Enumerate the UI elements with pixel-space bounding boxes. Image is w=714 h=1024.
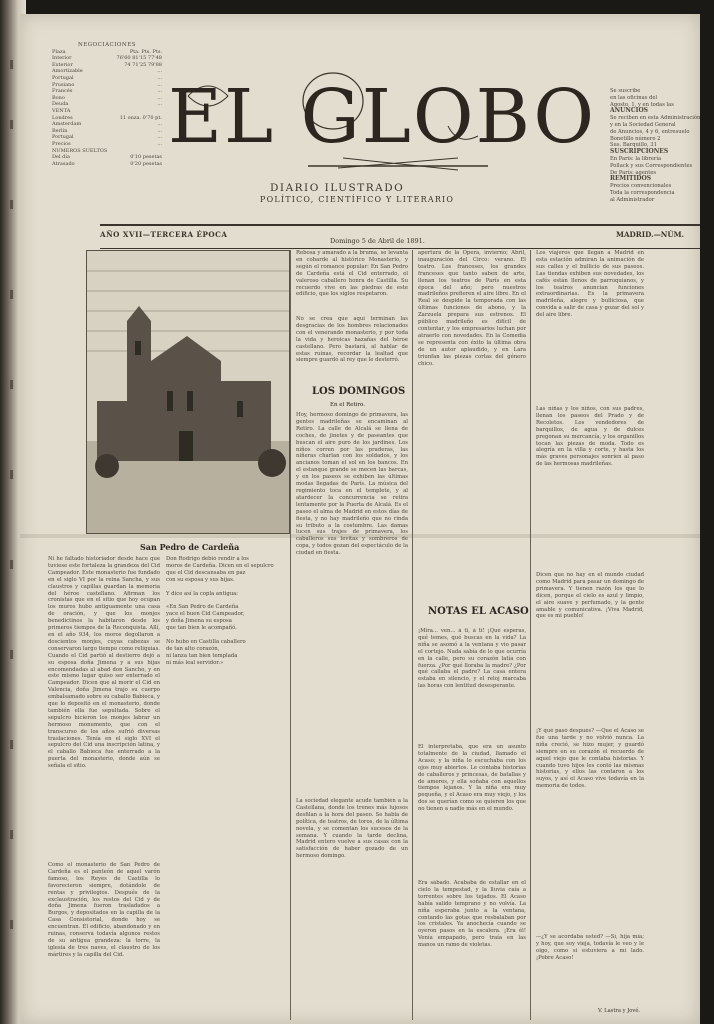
article-text: ¡Y qué pasó después? —Que el Acaso se fue una tarde y no volvió nunca. La niña creció, se hizo mujer, y guardó siempre en su corazón el recuerdo de aquel viejo que le contaba historias. Y cuando tuvo hijos les contó las mismas historias, y ellos las contaron a los suyos, y así el Acaso vive todavía en la memoria de todos. [536, 728, 644, 790]
quotes-table [52, 42, 162, 167]
subscription-line: En Paris: la librería [610, 155, 662, 162]
author-signature: V. Lastra y Jové. [598, 1008, 641, 1014]
quotes-label: Prusiano [52, 81, 75, 88]
quotes-row [52, 68, 162, 75]
quotes-value: 11 onza. 0'70 pt. [119, 114, 162, 121]
quotes-value: ... [157, 81, 162, 88]
quotes-label: Atrasado [52, 160, 75, 167]
quotes-label: Plaza [52, 48, 66, 55]
subscription-line: Pollack y sus Correspondientes [610, 162, 693, 169]
quotes-row [52, 161, 162, 168]
quotes-row [52, 49, 162, 56]
masthead-subtitle-2: POLÍTICO, CIENTÍFICO Y LITERARIO [260, 195, 455, 204]
article-text: Dicen que no hay en el mundo ciudad como Madrid para pasar un domingo de primavera. Y tienen razón los que lo dicen, porque el cielo es azul y limpio, el aire suave y perfumado, y la gente amable y comunicativa. ¡Viva Madrid, que es mi pueblo! [536, 572, 644, 620]
quotes-value: ... [157, 127, 162, 134]
subscription-line: Toda la correspondencia [610, 189, 675, 196]
date-strip [100, 224, 700, 249]
subscription-line: Sus. Barquillo, 31 [610, 142, 657, 149]
subscription-line: Se suscribe [610, 88, 641, 94]
subscription-line: ANUNCIOS [610, 107, 648, 115]
quotes-label: Exterior [52, 61, 73, 68]
column-divider [412, 250, 413, 1020]
subscription-info [610, 88, 700, 204]
quotes-label: Deuda [52, 101, 69, 108]
masthead [158, 66, 598, 186]
los-domingos-title: LOS DOMINGOS [312, 386, 406, 397]
article-text: apertura de la Ópera, invierno; Abril, inauguración del Circo: verano. El teatro. Los franceses, los grandes franceses que tanto saben de arte, llenan los teatros de París en esta época del año; pero nuestros madrileños prefieren el aire libre. En el Real se despide la temporada con las últimas funciones de abono, y la Zarzuela prepara sus estrenos. El público madrileño es difícil de contentar, y los empresarios luchan por atraerlo con novedades. En la Comedia se representa con éxito la última obra de un autor aplaudido, y en Lara triunfan las piezas cortas del género chico. [418, 250, 526, 367]
subscription-line: Precios convencionales [610, 183, 672, 190]
quotes-row [52, 128, 162, 135]
article-text: —¿Y se acordaba usted? —Sí, hija mía; y hoy, que soy vieja, todavía le veo y le oigo, como si estuviera a mi lado. ¡Pobre Acaso! [536, 934, 644, 961]
quotes-row [52, 134, 162, 141]
illustration-caption: San Pedro de Cardeña [140, 542, 240, 552]
article-text: ¡Mira... ven... á ti, á ti! ¡Qué esperas, qué temes, qué buscas en la vida? La niña se asomó a la ventana y vio pasar el cortejo. Nada sabía de lo que ocurría en la calle, pero su corazón latía con fuerza. ¿Por qué lloraba la madre? ¿Por qué callaba el padre? La casa entera estaba en silencio, y el reloj marcaba las horas con lentitud desesperante. [418, 628, 526, 690]
subscription-line: De París: agentes [610, 169, 657, 176]
quotes-label: Interior [52, 55, 72, 62]
quotes-label: VENTA [52, 107, 71, 114]
subscription-line: REMITIDOS [610, 175, 652, 183]
quotes-row [52, 115, 162, 122]
quotes-value: ... [157, 94, 162, 101]
quotes-value: ... [157, 68, 162, 75]
newspaper-page [20, 14, 700, 1024]
quotes-value: ... [157, 74, 162, 81]
article-text: Las niñas y los niños, con sus padres, llenan los paseos del Prado y de Recoletos. Los vendedores de barquillos, de agua y de dulces pregonan su mercancía, y los organillos tocan las piezas de moda. Todo es alegría en la villa y corte, y hasta los más graves personajes sonríen al paso de las hermosas madrileñas. [536, 406, 644, 468]
subscription-line: Bonetillo número 2 [610, 135, 661, 142]
subscription-line: y en la Sociedad General [610, 121, 676, 128]
quotes-value: 74 71'25 79'88 [124, 61, 162, 68]
quotes-table-header: NEGOCIACIONES [77, 42, 137, 48]
masthead-title: EL GLOBO [168, 74, 597, 160]
quotes-value: ... [157, 121, 162, 128]
article-text: Ni he faltado historiador desde hace que tuviese este fortaleza la grandeza del Cid Campeador. Este monasterio fue fundado en el siglo VI por la reina Sancha, y sus claustros y capillas guardan la memoria del héroe castellano. Afirman los cronistas que en el sitio que hoy ocupan los muros hubo antiguamente una casa de oración, y que los monjes benedictinos la habitaron desde los primeros tiempos de la Reconquista. Allí, en el año 934, los moros degollaron a doscientos monjes, cuyas cabezas se conservaron largo tiempo como reliquias. Cuando el Cid partió al destierro dejó a su esposa doña Jimena y a sus hijas encomendadas al abad don Sancho, y en este mismo lugar quiso ser enterrado el Campeador. Dicen que al morir el Cid en Valencia, doña Jimena trajo su cuerpo embalsamado sobre su caballo Babieca, y que lo depositó en el monasterio, donde también ella fue sepultada. Sobre el sepulcro hicieron los monjes labrar un hermoso monumento, que con el transcurso de los años sufrió diversas traslaciones. Tenía en el siglo XVI el sepulcro del Cid una inscripción latina, y el caballo Babieca fue enterrado a la puerta del monasterio, donde aún se señala el sitio. [48, 556, 160, 770]
quotes-label: Portugal [52, 74, 74, 81]
quotes-value: 76'60 81'15 77'48 [116, 55, 162, 62]
year-label: AÑO XVII—TERCERA ÉPOCA [100, 230, 228, 239]
subscription-line: Se reciben en esta Administración [610, 115, 700, 122]
quotes-value: ... [157, 88, 162, 95]
subscription-line: SUSCRIPCIONES [610, 148, 669, 156]
quotes-value: 0'10 pesetas [130, 154, 162, 161]
column-divider [530, 250, 531, 1020]
quotes-label: Precios [52, 140, 71, 147]
quotes-value: ... [157, 134, 162, 141]
quotes-label: NUMEROS SUELTOS [52, 147, 108, 154]
article-text: Los viajeros que llegan a Madrid en esta estación admiran la animación de sus calles y el bullicio de sus paseos. Las tiendas exhiben sus novedades, los cafés están llenos de parroquianos, y los teatros anuncian funciones extraordinarias. Es la primavera madrileña, alegre y bulliciosa, que convida a salir de casa y gozar del sol y del aire libre. [536, 250, 644, 319]
subscription-line: de Anuncios, 4 y 6, entresuelo [610, 128, 690, 135]
article-text: Hoy, hermoso domingo de primavera, las gentes madrileñas se encaminan al Retiro. La calle de Alcalá se llena de coches, de jinetes y de paseantes que buscan el aire puro de los jardines. Los niños corren por las praderas, las niñeras charlan con los soldados, y los ancianos toman el sol en los bancos. En el estanque grande se mecen las barcas, y en los paseos se exhiben las últimas modas llegadas de París. La música del regimiento toca en el templete, y al atardecer la concurrencia se retira lentamente por la Puerta de Alcalá. Es el paseo el alma de Madrid en estos días de fiesta, y no hay madrileño que no rinda su tributo a la costumbre. Las damas lucen sus trajes de primavera, los caballeros sus levitas y sombreros de copa, y todos gozan del espectáculo de la ciudad en fiesta. [296, 412, 408, 557]
quotes-label: Francés [52, 88, 73, 95]
column-divider [290, 250, 291, 1020]
quotes-row [52, 141, 162, 148]
article-text: Rebosa y amarado a la bruma, se levanta en cobarde al histórico Monasterio, y según el romance popular: En San Pedro de Cardeña está el Cid enterrado, el valeroso caballero honra de Castilla. Su recuerdo vive en las piedras de este edificio, que los siglos respetaron. [296, 250, 408, 298]
poem-text: Don Rodrigo debió rendir a los moros de Cardeña. Dicen en el sepulcro que el Cid descansaba en paz con su esposa y sus hijas. Y dice así la copla antigua: «En San Pedro de Cardeña yace el buen Cid Campeador, y doña Jimena su esposa que tan bien le acompañó. No hubo en Castilla caballero de tan alto corazón, ni lanza tan bien templada ni más leal servidor.» [166, 556, 274, 666]
quotes-label: Del día [52, 154, 70, 161]
masthead-subtitle: DIARIO ILUSTRADO [270, 182, 405, 194]
article-text: Era sábado. Acababa de estallar en el cielo la tempestad, y la lluvia caía a torrentes sobre los tejados. El Acaso había salido temprano y no volvía. La niña esperaba junto a la ventana, contando las gotas que resbalaban por los cristales. Ya anochecía cuando se oyeron pasos en la escalera. ¡Era él! Venía empapado, pero traía en las manos un ramo de violetas. [418, 880, 526, 949]
quotes-value: Pta. Pts. Pts. [129, 48, 162, 55]
issue-date: Domingo 5 de Abril de 1891. [330, 237, 425, 245]
quotes-row [52, 55, 162, 62]
quotes-value: 0'20 pesetas [130, 160, 162, 167]
quotes-row [52, 154, 162, 161]
quotes-value: ... [157, 101, 162, 108]
quotes-row [52, 88, 162, 95]
quotes-value: ... [157, 140, 162, 147]
quotes-row [52, 95, 162, 102]
quotes-label: Londres [52, 114, 73, 121]
los-domingos-subtitle: En el Retiro. [330, 402, 366, 408]
subscription-line: en las oficinas del [610, 94, 658, 101]
quotes-label: Amsterdam [52, 121, 82, 128]
notas-acaso-title: NOTAS EL ACASO [428, 606, 529, 617]
subscription-line: Agosto, 1, y en todas las [610, 101, 674, 108]
quotes-row [52, 75, 162, 82]
article-text: Él interpretaba, que era un asunto totalmente de la ciudad, llamado el Acaso; y la niña lo escuchaba con los ojos muy abiertos. Le contaba historias de caballeros y princesas, de batallas y de amores, y ella soñaba con aquellos tiempos lejanos. Y la niña era muy pequeña, y el Acaso era muy viejo, y los dos se querían como se quieren los que no tienen a nadie más en el mundo. [418, 744, 526, 813]
quotes-row [52, 121, 162, 128]
quotes-label: Bono [52, 94, 65, 101]
quotes-row [52, 62, 162, 69]
article-text: No se crea que aquí terminan las desgracias de los hombres relacionados con el venerando monasterio, y por toda la vida y heroicas hazañas del héroe castellano. Pero bastará, al hablar de estas ruinas, recordar la lealtad que siempre guardó al rey que le desterró. [296, 316, 408, 364]
quotes-row [52, 101, 162, 108]
monastery-illustration [86, 250, 290, 534]
location-label: MADRID.—NÚM. [616, 230, 685, 239]
quotes-row [52, 108, 162, 115]
article-text: Como el monasterio de San Pedro de Cardeña es el panteón de aquel varón famoso, los Reyes de Castilla lo favorecieron siempre, dotándole de rentas y privilegios. Después de la exclaustración, los restos del Cid y de doña Jimena fueron trasladados a Burgos, y depositados en la capilla de la Casa Consistorial, donde hoy se encuentran. El edificio, abandonado y en ruinas, conserva todavía algunos restos de su antigua grandeza: la torre, la iglesia de tres naves, el claustro de los mártires y la capilla del Cid. [48, 862, 160, 958]
quotes-label: Portugal [52, 134, 74, 141]
quotes-label: Amortizable [52, 68, 83, 75]
subscription-line: al Administrador [610, 196, 655, 203]
article-text: La sociedad elegante acude también a la Castellana, donde los trenes más lujosos desfilan a la hora del paseo. Se habla de política, de teatros, de toros, de la última novela, y se comentan los sucesos de la semana. Y cuando la tarde declina, Madrid entero vuelve a sus casas con la satisfacción de haber gozado de un hermoso domingo. [296, 798, 408, 860]
quotes-label: Berlín [52, 127, 68, 134]
